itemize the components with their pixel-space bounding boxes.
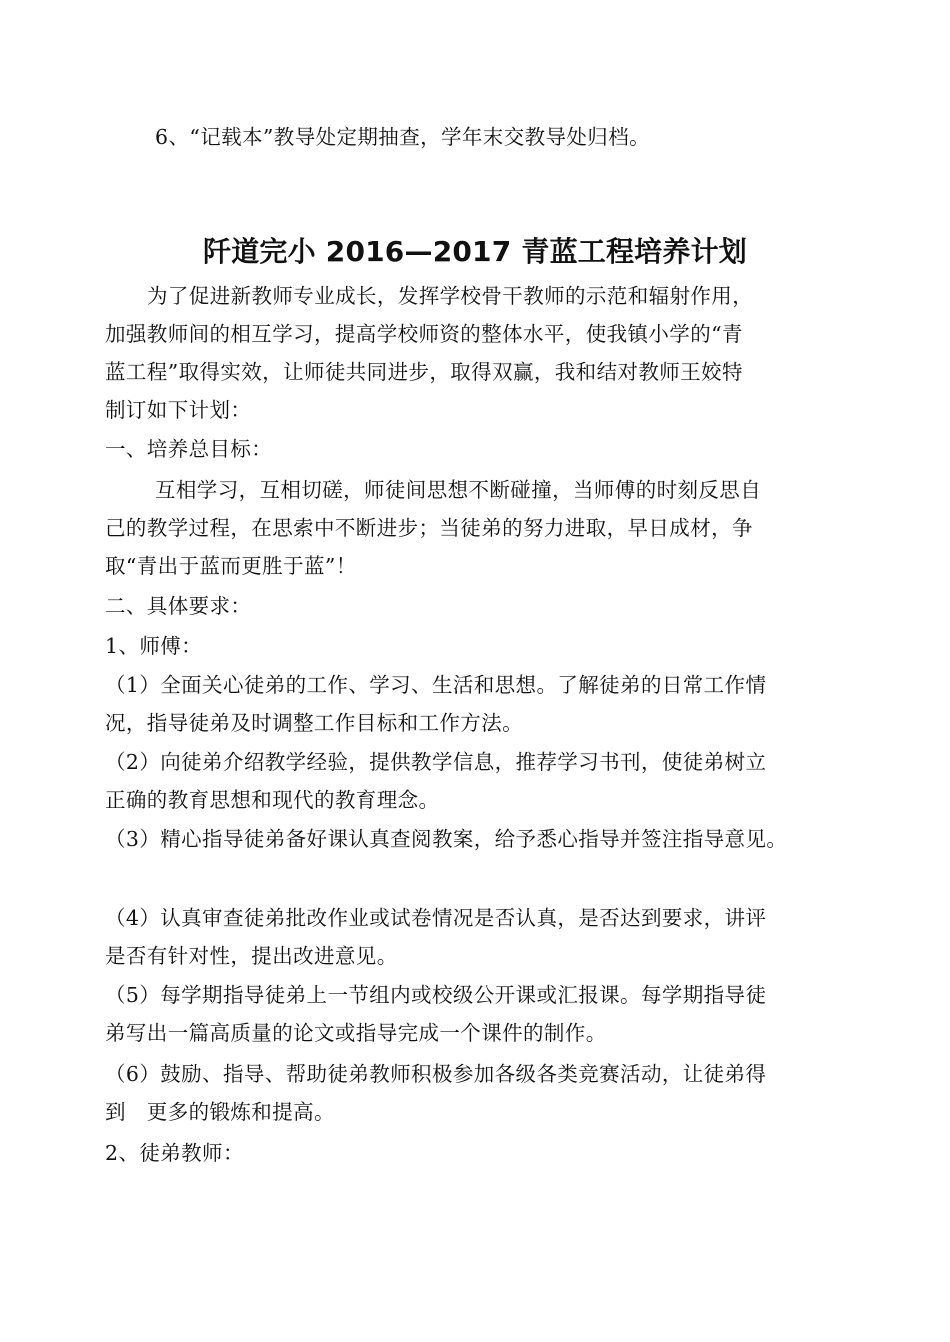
section1-heading: 一、培养总目标： <box>105 437 273 461</box>
master-heading: 1、师傅： <box>105 634 203 658</box>
intro-line: 蓝工程”取得实效，让师徒共同进步，取得双赢，我和结对教师王姣特 <box>105 360 743 384</box>
section2-heading: 二、具体要求： <box>105 594 252 618</box>
master-item-line: 弟写出一篇高质量的论文或指导完成一个课件的制作。 <box>105 1021 607 1045</box>
section1-body-line: 己的教学过程，在思索中不断进步；当徒弟的努力进取，早日成材，争 <box>105 516 753 540</box>
master-item-line: 况，指导徒弟及时调整工作目标和工作方法。 <box>105 711 523 735</box>
intro-line: 加强教师间的相互学习，提高学校师资的整体水平，使我镇小学的“青 <box>105 322 743 346</box>
master-item-line: 正确的教育思想和现代的教育理念。 <box>105 788 440 812</box>
top-item-6: 6、“记载本”教导处定期抽查，学年末交教导处归档。 <box>155 125 651 149</box>
master-item-line: （3）精心指导徒弟备好课认真查阅教案，给予悉心指导并签注指导意见。 <box>105 827 788 851</box>
document-title: 阡道完小 2016—2017 青蓝工程培养计划 <box>203 235 747 268</box>
intro-line: 制订如下计划： <box>105 398 252 422</box>
master-item-line: （2）向徒弟介绍教学经验，提供教学信息，推荐学习书刊，使徒弟树立 <box>105 750 767 774</box>
master-item-line: 是否有针对性，提出改进意见。 <box>105 944 398 968</box>
master-item-line: （1）全面关心徒弟的工作、学习、生活和思想。了解徒弟的日常工作情 <box>105 673 767 697</box>
master-item-line: （6）鼓励、指导、帮助徒弟教师积极参加各级各类竞赛活动，让徒弟得 <box>105 1062 767 1086</box>
section1-body-line: 互相学习，互相切磋，师徒间思想不断碰撞，当师傅的时刻反思自 <box>155 478 762 502</box>
master-item-line: 到 更多的锻炼和提高。 <box>105 1100 335 1124</box>
intro-line: 为了促进新教师专业成长，发挥学校骨干教师的示范和辐射作用， <box>147 284 754 308</box>
apprentice-heading: 2、徒弟教师： <box>105 1141 244 1165</box>
master-item-line: （5）每学期指导徒弟上一节组内或校级公开课或汇报课。每学期指导徒 <box>105 983 767 1007</box>
section1-body-line: 取“青出于蓝而更胜于蓝”！ <box>105 554 357 578</box>
master-item-line: （4）认真审查徒弟批改作业或试卷情况是否认真，是否达到要求，讲评 <box>105 906 767 930</box>
